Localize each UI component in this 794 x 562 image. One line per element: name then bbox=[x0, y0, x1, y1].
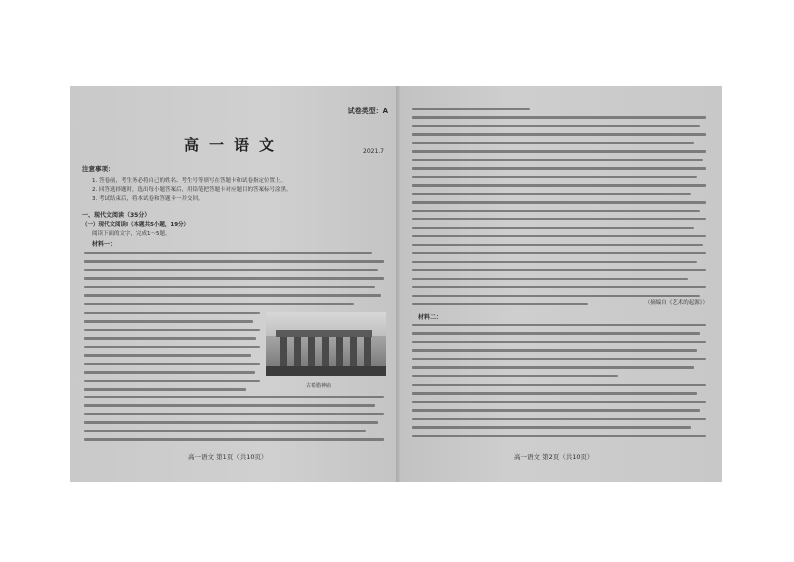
exam-page-1 bbox=[70, 86, 398, 482]
paper-type-label: 试卷类型：A bbox=[347, 107, 388, 115]
material-label: 材料一： bbox=[92, 241, 117, 248]
image-caption: 古希腊神庙 bbox=[306, 383, 332, 389]
exam-date: 2021.7 bbox=[363, 148, 384, 155]
passage-text-block bbox=[84, 252, 384, 311]
passage-text-block bbox=[412, 108, 706, 312]
passage-text-block bbox=[412, 324, 706, 383]
page-footer: 高一语文 第1页（共10页） bbox=[188, 453, 268, 461]
exam-paper-photo bbox=[70, 86, 722, 482]
passage-text-block bbox=[84, 312, 260, 397]
note-item: 2. 回答选择题时，选出每小题答案后，用铅笔把答题卡对应题目的答案标号涂黑。 bbox=[92, 187, 292, 193]
notes-heading: 注意事项： bbox=[82, 165, 115, 173]
material-label: 材料二： bbox=[418, 314, 443, 321]
subsection-heading: （一）现代文阅读Ⅰ（本题共5小题，19分） bbox=[82, 222, 190, 228]
reading-instruction: 阅读下面的文字，完成1～5题。 bbox=[92, 231, 171, 237]
page-fold bbox=[396, 86, 400, 482]
temple-illustration bbox=[266, 312, 386, 376]
exam-page-2 bbox=[398, 86, 722, 482]
source-note: （摘编自《艺术的起源》） bbox=[644, 300, 708, 306]
page-footer: 高一语文 第2页（共10页） bbox=[514, 453, 594, 461]
note-item: 3. 考试结束后，将本试卷和答题卡一并交回。 bbox=[92, 196, 204, 202]
section-heading: 一、现代文阅读（35分） bbox=[82, 212, 151, 219]
exam-title: 高一语文 bbox=[183, 136, 284, 154]
note-item: 1. 答卷前，考生务必将自己的姓名、考生号等填写在答题卡和试卷指定位置上。 bbox=[92, 178, 286, 184]
passage-text-block bbox=[84, 396, 384, 447]
passage-text-block bbox=[412, 384, 706, 443]
